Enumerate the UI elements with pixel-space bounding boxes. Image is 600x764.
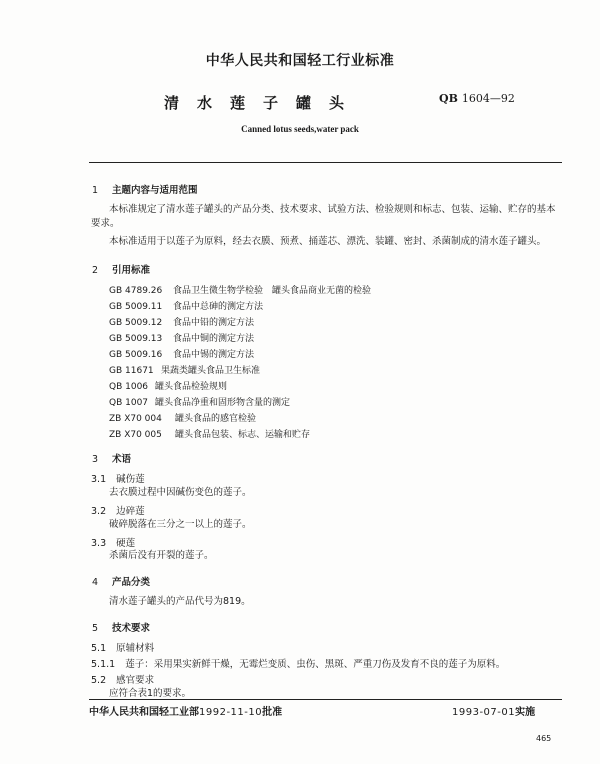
section-5-heading: 5 技术要求 xyxy=(92,623,151,634)
section-1-paragraph-1: 本标准规定了清水莲子罐头的产品分类、技术要求、试验方法、检验规则和标志、包装、运输、贮存的基本要求。 xyxy=(91,204,556,229)
term-3-1-definition: 去衣膜过程中因碱伤变色的莲子。 xyxy=(109,487,252,498)
page-number: 465 xyxy=(536,734,552,743)
term-3-2-definition: 破碎脱落在三分之一以上的莲子。 xyxy=(109,519,252,530)
ref-item: QB 1006 罐头食品检验规则 xyxy=(109,382,228,392)
term-3-2: 3.2 边碎莲 xyxy=(91,506,145,517)
clause-5-1-1: 5.1.1 莲子：采用果实新鲜干燥，无霉烂变质、虫伤、黑斑、严重刀伤及发育不良的莲子为原料。 xyxy=(91,659,506,670)
section-1-paragraph-2: 本标准适用于以莲子为原料，经去衣膜、预煮、捅莲芯、漂洗、装罐、密封、杀菌制成的清水莲子罐头。 xyxy=(109,236,547,247)
ref-item: ZB X70 005 罐头食品包装、标志、运输和贮存 xyxy=(109,430,311,440)
ref-item: GB 5009.12 食品中铅的测定方法 xyxy=(109,318,255,328)
term-3-1: 3.1 碱伤莲 xyxy=(91,474,145,485)
standard-prefix: QB xyxy=(439,92,458,105)
section-3-heading: 3 术语 xyxy=(92,454,132,465)
section-1-heading: 1 主题内容与适用范围 xyxy=(92,185,198,196)
section-4-paragraph: 清水莲子罐头的产品代号为819。 xyxy=(109,596,251,607)
ref-item: GB 11671 果蔬类罐头食品卫生标准 xyxy=(109,366,261,376)
section-2-heading: 2 引用标准 xyxy=(92,265,151,276)
implementation-line: 1993-07-01实施 xyxy=(452,707,536,718)
clause-5-2-text: 应符合表1的要求。 xyxy=(109,688,192,699)
ref-item: QB 1007 罐头食品净重和固形物含量的测定 xyxy=(109,398,291,408)
organization-title: 中华人民共和国轻工行业标准 xyxy=(205,53,395,69)
term-3-3: 3.3 硬莲 xyxy=(91,538,136,549)
ref-item: GB 4789.26 食品卫生微生物学检验 罐头食品商业无菌的检验 xyxy=(109,286,372,296)
document-title: 清水莲子罐头 xyxy=(164,94,363,112)
header-divider xyxy=(89,162,562,163)
ref-item: ZB X70 004 罐头食品的感官检验 xyxy=(109,414,257,424)
clause-5-1: 5.1 原辅材料 xyxy=(91,643,155,654)
english-title: Canned lotus seeds,water pack xyxy=(241,124,359,134)
term-3-3-definition: 杀菌后没有开裂的莲子。 xyxy=(109,550,214,561)
standard-code xyxy=(439,92,515,105)
ref-item: GB 5009.13 食品中铜的测定方法 xyxy=(109,334,255,344)
ref-item: GB 5009.16 食品中锡的测定方法 xyxy=(109,350,255,360)
section-4-heading: 4 产品分类 xyxy=(92,577,151,588)
clause-5-2: 5.2 感官要求 xyxy=(91,675,155,686)
ref-item: GB 5009.11 食品中总砷的测定方法 xyxy=(109,302,264,312)
standard-number: 1604—92 xyxy=(461,92,515,105)
footer-divider xyxy=(89,699,562,700)
approval-line: 中华人民共和国轻工业部1992-11-10批准 xyxy=(89,707,283,718)
